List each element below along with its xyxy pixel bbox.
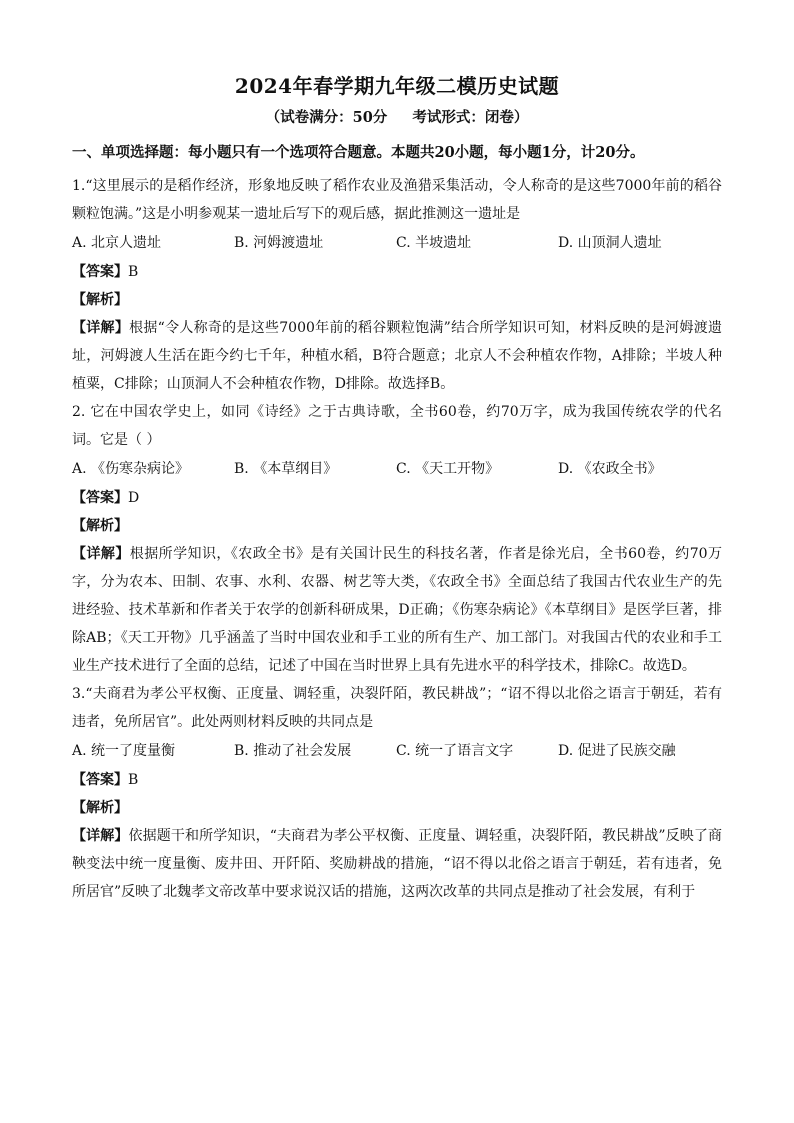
option-row [72, 228, 722, 258]
option-c: C. 统一了语言文字 [396, 743, 514, 759]
answer-line [72, 766, 722, 794]
option-b: B. 推动了社会发展 [234, 743, 352, 759]
option-a: A. 统一了度量衡 [72, 743, 176, 759]
analysis-line [72, 794, 722, 822]
detail-text: 根据所学知识，《农政全书》是有关国计民生的科技名著，作者是徐光启，全书60卷，约70万字，分为农本、田制、农事、水利、农器、树艺等大类，《农政全书》全面总结了我国古代农业生产的先进经验、技术革新和作者关于农学的创新科研成果，D正确；《伤寒杂病论》《本草纲目》是医学巨著，排除AB；《天工开物》几乎涵盖了当时中国农业和手工业的所有生产、加工部门。对我国古代的农业和手工业生产技术进行了全面的总结，记述了中国在当时世界上具有先进水平的科学技术，排除C。故选D。 [72, 546, 722, 674]
answer-line [72, 484, 722, 512]
option-c: C. 半坡遗址 [396, 235, 472, 251]
option-d: D. 促进了民族交融 [558, 743, 676, 759]
analysis-label: 【解析】 [72, 800, 128, 816]
option-c: C. 《天工开物》 [396, 461, 500, 477]
detail-paragraph [72, 314, 722, 398]
option-row [72, 454, 722, 484]
analysis-line [72, 512, 722, 540]
answer-value: B [128, 264, 139, 280]
analysis-label: 【解析】 [72, 292, 128, 308]
option-b: B. 《本草纲目》 [234, 461, 338, 477]
detail-label: 【详解】 [72, 320, 130, 336]
analysis-line [72, 286, 722, 314]
question-stem: 3.“夫商君为孝公平权衡、正度量、调轻重，决裂阡陌，教民耕战”；“诏不得以北俗之语言于朝廷，若有违者，免所居官”。此处两则材料反映的共同点是 [72, 686, 722, 730]
analysis-label: 【解析】 [72, 518, 128, 534]
page-title: 2024年春学期九年级二模历史试题 [234, 74, 560, 98]
section-header: 一、单项选择题：每小题只有一个选项符合题意。本题共20小题，每小题1分，计20分。 [72, 144, 645, 161]
question-stem: 2. 它在中国农学史上，如同《诗经》之于古典诗歌，全书60卷，约70万字，成为我国传统农学的代名词。它是（ ） [72, 404, 722, 448]
detail-label: 【详解】 [72, 828, 129, 844]
detail-label: 【详解】 [72, 546, 130, 562]
detail-text: 根据“令人称奇的是这些7000年前的稻谷颗粒饱满”结合所学知识可知，材料反映的是河姆渡遗址，河姆渡人生活在距今约七千年，种植水稻，B符合题意；北京人不会种植农作物，A排除；半坡人种植粟，C排除；山顶洞人不会种植农作物，D排除。故选择B。 [72, 320, 723, 392]
answer-label: 【答案】 [72, 264, 128, 280]
option-a: A. 《伤寒杂病论》 [72, 461, 190, 477]
answer-value: B [128, 772, 139, 788]
option-row [72, 736, 722, 766]
option-b: B. 河姆渡遗址 [234, 235, 324, 251]
detail-text: 依据题干和所学知识，“夫商君为孝公平权衡、正度量、调轻重，决裂阡陌，教民耕战”反映了商鞅变法中统一度量衡、废井田、开阡陌、奖励耕战的措施，“诏不得以北俗之语言于朝廷，若有违者，免所居官”反映了北魏孝文帝改革中要求说汉话的措施，这两次改革的共同点是推动了社会发展，有利于 [72, 828, 723, 900]
answer-line [72, 258, 722, 286]
option-d: D. 《农政全书》 [558, 461, 662, 477]
answer-value: D [128, 490, 140, 506]
answer-label: 【答案】 [72, 490, 128, 506]
detail-paragraph [72, 540, 722, 680]
option-a: A. 北京人遗址 [72, 235, 162, 251]
detail-paragraph [72, 822, 722, 906]
question-list [72, 172, 722, 906]
answer-label: 【答案】 [72, 772, 128, 788]
exam-info: （试卷满分：50分 考试形式：闭卷） [265, 109, 529, 126]
question-stem: 1.“这里展示的是稻作经济，形象地反映了稻作农业及渔猎采集活动，令人称奇的是这些7000年前的稻谷颗粒饱满。”这是小明参观某一遗址后写下的观后感，据此推测这一遗址是 [72, 178, 722, 222]
option-d: D. 山顶洞人遗址 [558, 235, 662, 251]
